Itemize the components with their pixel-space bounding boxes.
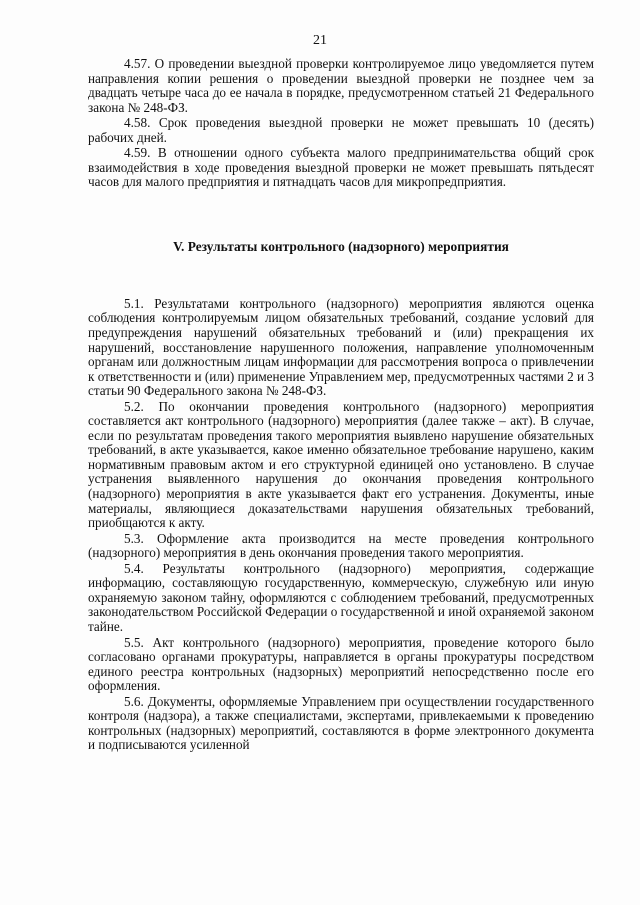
paragraph-4-57: 4.57. О проведении выездной проверки контролируемое лицо уведомляется путем направления копии решения о проведении выездной проверки не позднее чем за двадцать четыре часа до ее начала в порядке, предусмотренном статьей 21 Федерального закона № 248-ФЗ. xyxy=(88,56,594,115)
section-heading: V. Результаты контрольного (надзорного) мероприятия xyxy=(173,238,509,254)
paragraph-5-6: 5.6. Документы, оформляемые Управлением при осуществлении государственного контроля (надзора), а также специалистами, экспертами, привлекаемыми к проведению контрольных (надзорных) мероприятий, составляются в форме электронного документа и подписываются усиленной xyxy=(88,693,594,753)
paragraph-5-3: 5.3. Оформление акта производится на месте проведения контрольного (надзорного) мероприятия в день окончания проведения такого мероприятия. xyxy=(88,530,594,561)
paragraph-5-5: 5.5. Акт контрольного (надзорного) мероприятия, проведение которого было согласовано органами прокуратуры, направляется в органы прокуратуры посредством единого реестра контрольных (надзорных) мероприятий непосредственно после его оформления. xyxy=(88,634,594,694)
paragraph-5-1: 5.1. Результатами контрольного (надзорного) мероприятия являются оценка соблюдения контролируемым лицом обязательных требований, создание условий для предупреждения нарушений обязательных требований и (или) прекращения их нарушений, восстановление нарушенного положения, направление уполномоченным органам или должностным лицам информации для рассмотрения вопроса о привлечении к ответственности и (или) применение Управлением мер, предусмотренных частями 2 и 3 статьи 90 Федерального закона № 248-ФЗ. xyxy=(88,295,594,399)
paragraph-5-2: 5.2. По окончании проведения контрольного (надзорного) мероприятия составляется акт контрольного (надзорного) мероприятия (далее также – акт). В случае, если по результатам проведения такого мероприятия выявлено нарушение обязательных требований, в акте указывается, какое именно обязательное требование нарушено, каким нормативным правовым актом и его структурной единицей оно установлено. В случае устранения выявленного нарушения до окончания проведения контрольного (надзорного) мероприятия в акте указывается факт его устранения. Документы, иные материалы, являющиеся доказательствами нарушения обязательных требований, приобщаются к акту. xyxy=(88,398,594,531)
paragraph-4-59: 4.59. В отношении одного субъекта малого предпринимательства общий срок взаимодействия в ходе проведения выездной проверки не может превышать пятьдесят часов для малого предприятия и пятнадцать часов для микропредприятия. xyxy=(88,145,594,190)
paragraph-5-4: 5.4. Результаты контрольного (надзорного) мероприятия, содержащие информацию, составляющую государственную, коммерческую, служебную или иную охраняемую законом тайну, оформляются с соблюдением требований, предусмотренных законодательством Российской Федерации о государственной и иной охраняемой законом тайне. xyxy=(88,560,595,634)
document-body xyxy=(88,57,594,754)
page-number: 21 xyxy=(313,33,327,48)
paragraph-4-58: 4.58. Срок проведения выездной проверки не может превышать 10 (десять) рабочих дней. xyxy=(88,115,594,145)
